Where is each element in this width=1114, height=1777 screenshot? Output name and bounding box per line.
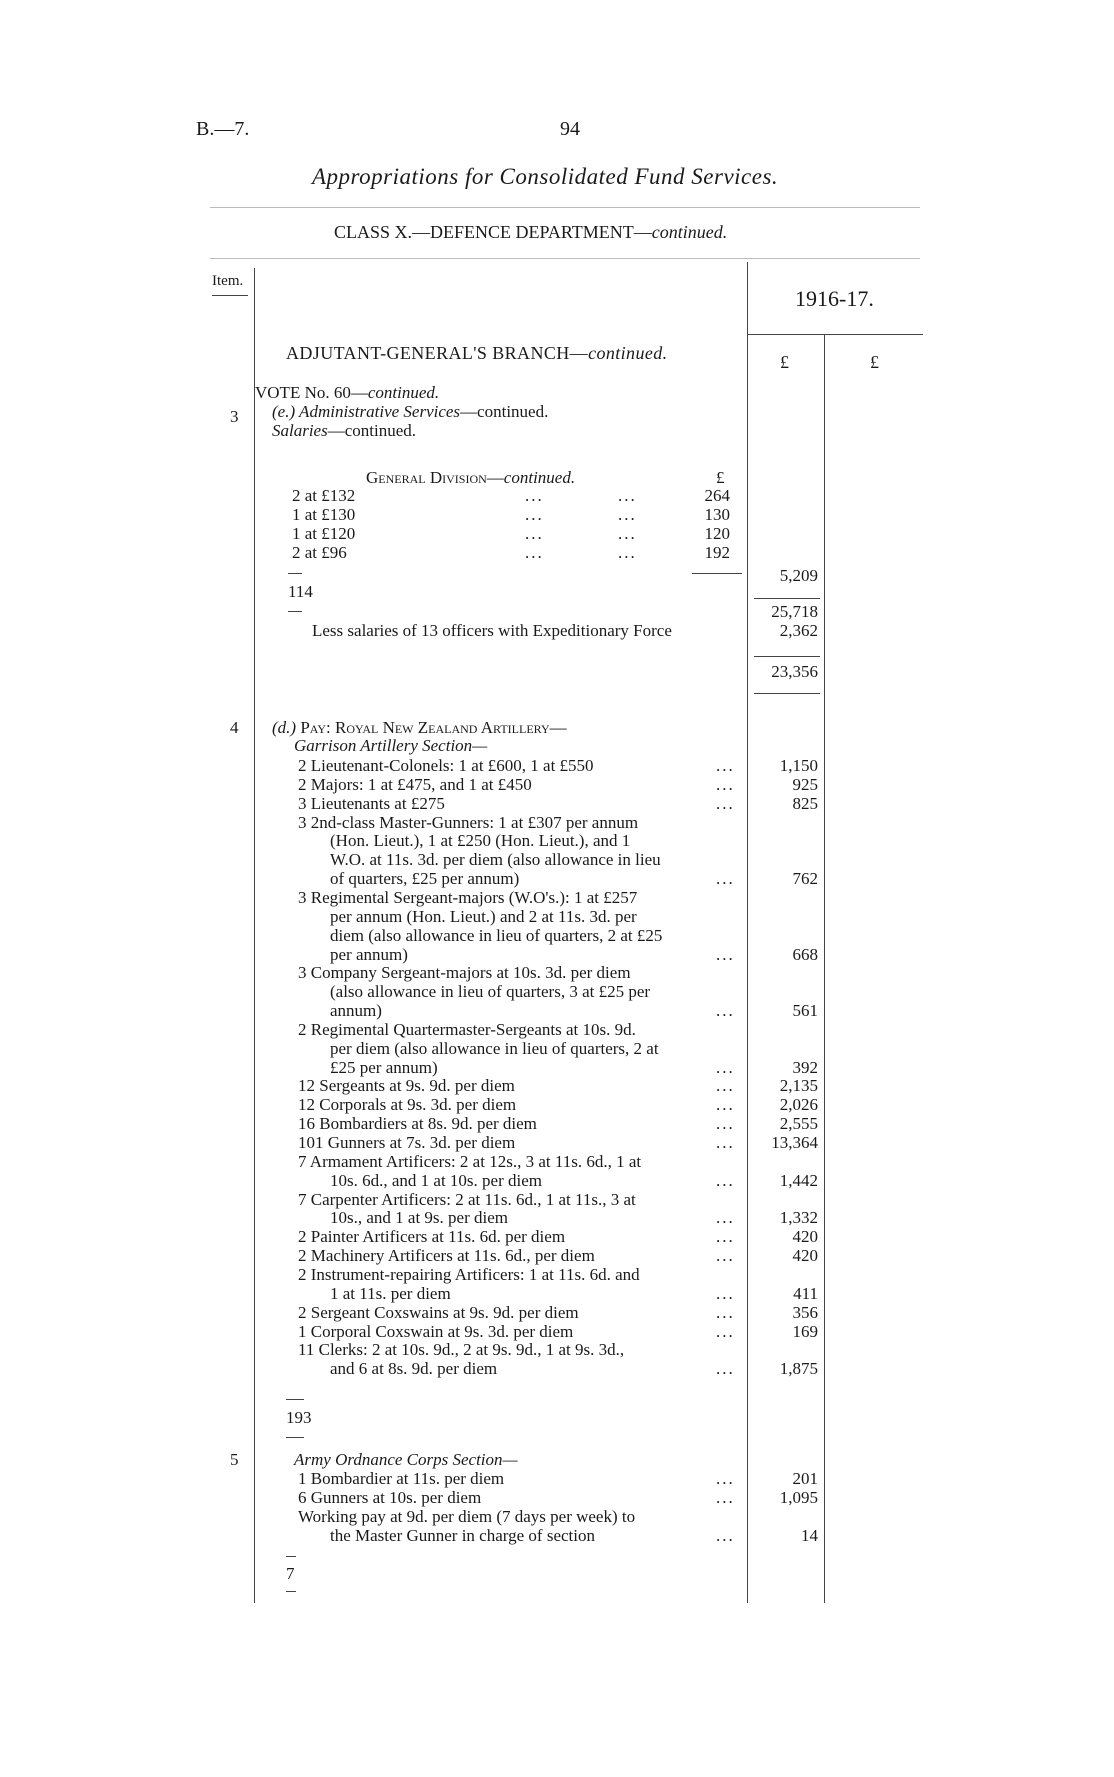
ordnance-row-text: the Master Gunner in charge of section bbox=[330, 1525, 595, 1545]
artillery-row-value: 2,135 bbox=[779, 1076, 818, 1096]
artillery-row-value: 762 bbox=[792, 869, 818, 889]
artillery-row-value: 561 bbox=[792, 1001, 818, 1021]
item-column-divider bbox=[254, 268, 255, 1603]
item-number-5: 5 bbox=[230, 1450, 239, 1469]
artillery-row-text: per diem (also allowance in lieu of quarters, 2 at bbox=[330, 1038, 659, 1058]
artillery-row-text: W.O. at 11s. 3d. per diem (also allowance in lieu bbox=[330, 850, 661, 870]
ordnance-row-leader: ... bbox=[716, 1469, 735, 1488]
gd-row-value: 264 bbox=[704, 486, 730, 505]
vote-subhead-suffix: —continued. bbox=[460, 402, 549, 421]
artillery-row-value: 825 bbox=[792, 793, 818, 813]
class-rule bbox=[210, 258, 920, 259]
gd-row-leader: ... bbox=[618, 524, 637, 543]
general-division-pound: £ bbox=[716, 468, 725, 487]
artillery-row-text: 3 Company Sergeant-majors at 10s. 3d. per diem bbox=[298, 963, 631, 983]
gd-row-label: 2 at £96 bbox=[292, 543, 347, 562]
gd-row-leader: ... bbox=[618, 543, 637, 562]
amount-column-mid-divider bbox=[824, 334, 825, 1603]
garrison-section-heading: Garrison Artillery Section— bbox=[294, 736, 488, 755]
gd-row-leader: ... bbox=[618, 486, 637, 505]
artillery-row-value: 420 bbox=[792, 1227, 818, 1247]
artillery-row-text: 2 Machinery Artificers at 11s. 6d., per diem bbox=[298, 1246, 595, 1266]
artillery-row-text: 3 Regimental Sergeant-majors (W.O's.): 1 at £257 bbox=[298, 887, 638, 907]
artillery-row-leader: ... bbox=[716, 756, 735, 775]
artillery-row-leader: ... bbox=[716, 869, 735, 889]
salaries-suffix: —continued. bbox=[327, 421, 417, 440]
ordnance-section-heading: Army Ordnance Corps Section— bbox=[294, 1450, 518, 1469]
artillery-row-value: 356 bbox=[792, 1302, 818, 1322]
artillery-row-leader: ... bbox=[716, 1283, 735, 1303]
artillery-row-value: 668 bbox=[792, 944, 818, 964]
artillery-row-text: of quarters, £25 per annum) bbox=[330, 869, 520, 889]
gd-row-leader: ... bbox=[525, 524, 544, 543]
title-rule bbox=[210, 207, 920, 208]
artillery-count-rule-bottom bbox=[286, 1437, 304, 1438]
artillery-row-leader: ... bbox=[716, 1114, 735, 1134]
salaries-subhead bbox=[272, 421, 416, 441]
artillery-row-leader: ... bbox=[716, 1133, 735, 1152]
class-title-suffix: continued. bbox=[651, 222, 728, 242]
gd-row-leader: ... bbox=[525, 505, 544, 524]
vote-subhead-title: (e.) Administrative Services bbox=[272, 402, 461, 421]
artillery-row-text: 2 Painter Artificers at 11s. 6d. per diem bbox=[298, 1227, 566, 1247]
artillery-row-leader: ... bbox=[716, 1076, 735, 1096]
artillery-row-leader: ... bbox=[716, 1057, 735, 1077]
vote-title: VOTE No. 60— bbox=[255, 383, 368, 402]
ordnance-row-value: 14 bbox=[801, 1525, 818, 1545]
artillery-row-value: 392 bbox=[792, 1057, 818, 1077]
artillery-count-rule-top bbox=[286, 1399, 304, 1400]
ordnance-row-text: 1 Bombardier at 11s. per diem bbox=[298, 1469, 505, 1488]
artillery-row-text: 12 Corporals at 9s. 3d. per diem bbox=[298, 1095, 517, 1115]
gd-count-rule-bottom bbox=[288, 611, 302, 612]
vote-subhead bbox=[272, 402, 548, 422]
artillery-row-leader: ... bbox=[716, 944, 735, 964]
artillery-row-value: 1,150 bbox=[779, 756, 818, 775]
artillery-heading-prefix: (d.) bbox=[272, 718, 301, 737]
item-column-label: Item. bbox=[212, 273, 244, 289]
pound-heading-1: £ bbox=[780, 352, 789, 372]
ordnance-row-value: 201 bbox=[792, 1469, 818, 1488]
artillery-row-value: 925 bbox=[792, 774, 818, 794]
gd-count-rule-top bbox=[288, 573, 302, 574]
branch-suffix: continued. bbox=[588, 343, 668, 363]
gd-total-rule bbox=[754, 598, 820, 599]
artillery-row-text: 12 Sergeants at 9s. 9d. per diem bbox=[298, 1076, 515, 1096]
gd-row-label: 1 at £120 bbox=[292, 524, 356, 543]
class-title-text: CLASS X.—DEFENCE DEPARTMENT— bbox=[334, 222, 652, 242]
year-header-rule bbox=[747, 334, 923, 335]
gd-row-label: 2 at £132 bbox=[292, 486, 356, 505]
artillery-row-leader: ... bbox=[716, 793, 735, 813]
artillery-row-text: 2 Majors: 1 at £475, and 1 at £450 bbox=[298, 774, 532, 794]
artillery-row-leader: ... bbox=[716, 1321, 735, 1341]
pound-heading-2: £ bbox=[870, 352, 879, 372]
artillery-row-value: 2,026 bbox=[779, 1095, 818, 1115]
general-division-heading bbox=[366, 468, 575, 488]
gd-subtotal-value: 5,209 bbox=[779, 566, 818, 585]
gd-row-value: 130 bbox=[704, 505, 730, 524]
ordnance-row-leader: ... bbox=[716, 1487, 735, 1507]
ordnance-row-value: 1,095 bbox=[779, 1487, 818, 1507]
salaries-title: Salaries bbox=[272, 421, 328, 440]
year-heading: 1916-17. bbox=[795, 286, 874, 311]
artillery-row-leader: ... bbox=[716, 1359, 735, 1379]
branch-heading bbox=[286, 343, 668, 364]
artillery-row-text: (Hon. Lieut.), 1 at £250 (Hon. Lieut.), and 1 bbox=[330, 831, 631, 851]
artillery-row-leader: ... bbox=[716, 1302, 735, 1322]
page-title: Appropriations for Consolidated Fund Services. bbox=[312, 164, 779, 189]
artillery-row-text: £25 per annum) bbox=[330, 1057, 438, 1077]
artillery-row-value: 1,875 bbox=[779, 1359, 818, 1379]
ordnance-row-text: 6 Gunners at 10s. per diem bbox=[298, 1487, 482, 1507]
artillery-row-value: 2,555 bbox=[779, 1114, 818, 1134]
artillery-row-text: 10s., and 1 at 9s. per diem bbox=[330, 1208, 508, 1228]
artillery-row-text: 7 Carpenter Artificers: 2 at 11s. 6d., 1 at 11s., 3 at bbox=[298, 1189, 636, 1209]
artillery-row-text: 1 Corporal Coxswain at 9s. 3d. per diem bbox=[298, 1321, 574, 1341]
artillery-row-leader: ... bbox=[716, 1001, 735, 1021]
artillery-row-value: 420 bbox=[792, 1246, 818, 1266]
ordnance-count-rule-bottom bbox=[286, 1591, 296, 1592]
gd-total-value: 25,718 bbox=[771, 602, 818, 621]
gd-row-label: 1 at £130 bbox=[292, 505, 356, 524]
less-salaries-label: Less salaries of 13 officers with Expeditionary Force bbox=[312, 621, 672, 640]
ordnance-row-text: Working pay at 9d. per diem (7 days per week) to bbox=[298, 1506, 636, 1526]
artillery-row-text: 3 2nd-class Master-Gunners: 1 at £307 per annum bbox=[298, 812, 639, 832]
artillery-row-text: and 6 at 8s. 9d. per diem bbox=[330, 1359, 498, 1379]
artillery-row-text: per annum) bbox=[330, 944, 408, 964]
artillery-row-leader: ... bbox=[716, 1170, 735, 1190]
artillery-row-text: 10s. 6d., and 1 at 10s. per diem bbox=[330, 1170, 542, 1190]
artillery-row-text: 11 Clerks: 2 at 10s. 9d., 2 at 9s. 9d., 1 at 9s. 3d., bbox=[298, 1340, 625, 1360]
artillery-row-text: 101 Gunners at 7s. 3d. per diem bbox=[298, 1133, 516, 1152]
net-value: 23,356 bbox=[771, 662, 818, 681]
less-salaries-value: 2,362 bbox=[779, 621, 818, 640]
artillery-row-text: 16 Bombardiers at 8s. 9d. per diem bbox=[298, 1114, 537, 1134]
artillery-row-leader: ... bbox=[716, 1095, 735, 1115]
artillery-row-leader: ... bbox=[716, 774, 735, 794]
amount-column-left-divider bbox=[747, 262, 748, 1603]
artillery-row-text: 2 Instrument-repairing Artificers: 1 at 11s. 6d. and bbox=[298, 1264, 640, 1284]
page-number: 94 bbox=[560, 118, 580, 140]
artillery-row-text: diem (also allowance in lieu of quarters, 2 at £25 bbox=[330, 925, 663, 945]
item-number-4: 4 bbox=[230, 718, 239, 737]
net-rule-bottom bbox=[754, 693, 820, 694]
branch-title: ADJUTANT-GENERAL'S BRANCH— bbox=[286, 343, 589, 363]
ordnance-row-leader: ... bbox=[716, 1525, 735, 1545]
artillery-row-text: per annum (Hon. Lieut.) and 2 at 11s. 3d. per bbox=[330, 906, 637, 926]
ordnance-count: 7 bbox=[286, 1564, 295, 1583]
vote-suffix: continued. bbox=[367, 383, 440, 402]
document-reference: B.—7. bbox=[196, 118, 250, 140]
artillery-row-text: annum) bbox=[330, 1001, 382, 1021]
artillery-row-text: 2 Sergeant Coxswains at 9s. 9d. per diem bbox=[298, 1302, 579, 1322]
general-division-title: General Division— bbox=[366, 468, 504, 487]
gd-subtotal-rule bbox=[692, 573, 742, 574]
gd-row-leader: ... bbox=[525, 486, 544, 505]
item-number-3: 3 bbox=[230, 407, 239, 426]
artillery-row-text: 2 Regimental Quartermaster-Sergeants at 10s. 9d. bbox=[298, 1019, 636, 1039]
artillery-row-text: 2 Lieutenant-Colonels: 1 at £600, 1 at £550 bbox=[298, 756, 594, 775]
artillery-row-leader: ... bbox=[716, 1246, 735, 1266]
gd-row-value: 192 bbox=[704, 543, 730, 562]
artillery-row-value: 1,442 bbox=[779, 1170, 818, 1190]
gd-row-leader: ... bbox=[618, 505, 637, 524]
ordnance-count-rule-top bbox=[286, 1556, 296, 1557]
gd-row-leader: ... bbox=[525, 543, 544, 562]
artillery-row-leader: ... bbox=[716, 1208, 735, 1228]
artillery-row-value: 169 bbox=[792, 1321, 818, 1341]
artillery-row-value: 1,332 bbox=[779, 1208, 818, 1228]
class-title bbox=[334, 222, 727, 243]
gd-count: 114 bbox=[288, 582, 313, 601]
artillery-row-value: 13,364 bbox=[771, 1133, 818, 1152]
general-division-suffix: continued. bbox=[503, 468, 576, 487]
gd-row-value: 120 bbox=[704, 524, 730, 543]
item-label-rule bbox=[212, 295, 248, 296]
artillery-heading-text: Pay: Royal New Zealand Artillery— bbox=[300, 718, 567, 737]
artillery-row-text: 3 Lieutenants at £275 bbox=[298, 793, 445, 813]
artillery-row-leader: ... bbox=[716, 1227, 735, 1247]
artillery-heading bbox=[272, 718, 567, 738]
artillery-row-text: 1 at 11s. per diem bbox=[330, 1283, 451, 1303]
artillery-count: 193 bbox=[286, 1408, 312, 1427]
net-rule-top bbox=[754, 656, 820, 657]
vote-line bbox=[255, 383, 439, 403]
artillery-row-text: 7 Armament Artificers: 2 at 12s., 3 at 11s. 6d., 1 at bbox=[298, 1151, 642, 1171]
artillery-row-value: 411 bbox=[793, 1283, 818, 1303]
artillery-row-text: (also allowance in lieu of quarters, 3 at £25 per bbox=[330, 982, 651, 1002]
